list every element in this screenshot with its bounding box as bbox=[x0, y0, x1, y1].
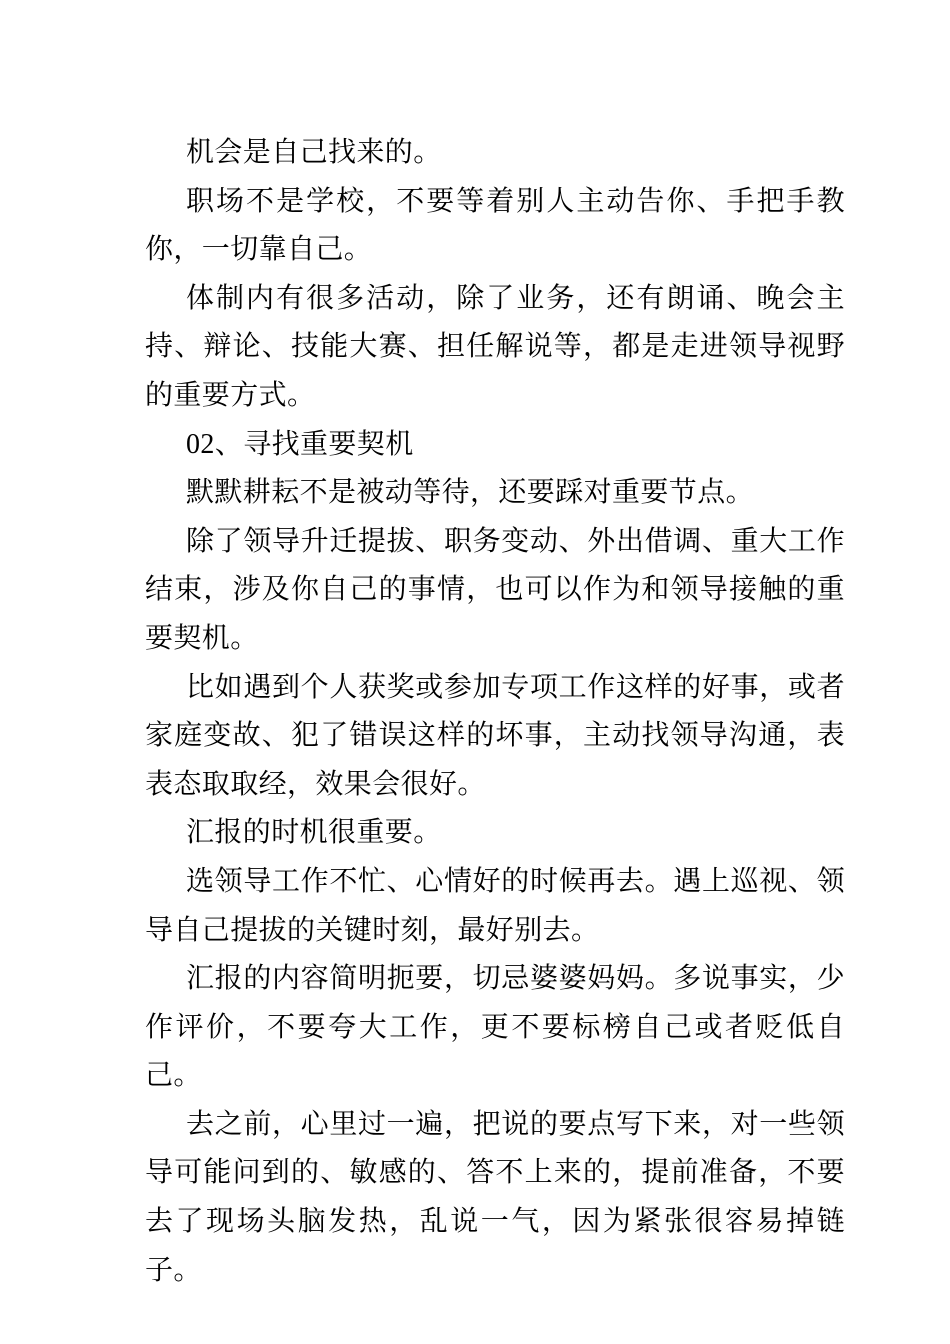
paragraph: 职场不是学校，不要等着别人主动告你、手把手教你，一切靠自己。 bbox=[145, 185, 845, 266]
text-block bbox=[145, 129, 845, 1295]
paragraph: 默默耕耘不是被动等待，还要踩对重要节点。 bbox=[186, 477, 755, 509]
section-heading: 02、寻找重要契机 bbox=[186, 428, 414, 460]
paragraph: 除了领导升迁提拔、职务变动、外出借调、重大工作结束，涉及你自己的事情，也可以作为和领导接触的重要契机。 bbox=[145, 525, 845, 654]
paragraph: 去之前，心里过一遍，把说的要点写下来，对一些领导可能问到的、敏感的、答不上来的，提前准备，不要去了现场头脑发热，乱说一气，因为紧张很容易掉链子。 bbox=[145, 1108, 845, 1286]
paragraph: 汇报的内容简明扼要，切忌婆婆妈妈。多说事实，少作评价，不要夸大工作，更不要标榜自己或者贬低自己。 bbox=[145, 963, 845, 1092]
paragraph: 体制内有很多活动，除了业务，还有朗诵、晚会主持、辩论、技能大赛、担任解说等，都是走进领导视野的重要方式。 bbox=[145, 282, 845, 411]
paragraph: 比如遇到个人获奖或参加专项工作这样的好事，或者家庭变故、犯了错误这样的坏事，主动找领导沟通，表表态取取经，效果会很好。 bbox=[145, 671, 845, 800]
paragraph: 机会是自己找来的。 bbox=[186, 137, 442, 168]
paragraph: 汇报的时机很重要。 bbox=[186, 817, 442, 849]
paragraph: 选领导工作不忙、心情好的时候再去。遇上巡视、领导自己提拔的关键时刻，最好别去。 bbox=[145, 865, 845, 946]
